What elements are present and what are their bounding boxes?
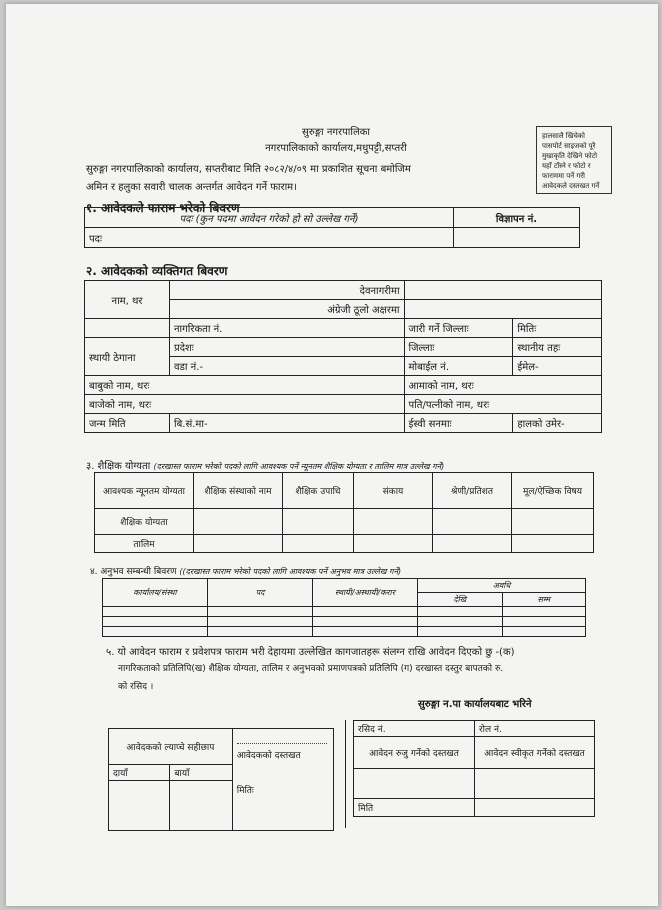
local-level-label[interactable]: स्थानीय तहः [513, 338, 602, 357]
exp-header-from: देखि [418, 593, 503, 607]
english-field[interactable] [404, 300, 601, 319]
dob-bs-label[interactable]: बि.सं.मा- [170, 414, 405, 433]
office-date-label[interactable]: मिति [354, 799, 475, 817]
post-label[interactable]: पदः [85, 228, 454, 248]
declaration-line3: को रसिद । [118, 682, 154, 692]
exp-header-type: स्थायी/अस्थायी/करार [313, 579, 418, 607]
section1-table [84, 207, 580, 248]
permanent-address-label: स्थायी ठेगाना [85, 338, 170, 376]
office-use-title: सुरुङ्गा न.पा कार्यालयबाट भरिने [418, 699, 532, 710]
edu-row-training: तालिम [95, 535, 194, 553]
grandfather-label[interactable]: बाजेको नाम, थरः [85, 395, 405, 414]
edu-header-subject: मूल/ऐच्छिक विषय [512, 473, 594, 509]
personal-details-table [84, 280, 602, 433]
receipt-no-label[interactable]: रसिद नं. [354, 721, 475, 737]
checker-sign-label: आवेदन रुजु गर्नेको दस्तखत [354, 737, 475, 769]
office-name: नगरपालिकाको कार्यालय,मधुपट्टी,सप्तरी [265, 143, 407, 154]
ward-label[interactable]: वडा नं.- [170, 357, 405, 376]
signature-table [108, 728, 334, 831]
edu-header-faculty: संकाय [354, 473, 433, 509]
thumbprint-label: आवेदकको ल्याप्चे सहीछाप [109, 729, 233, 765]
section3-heading [86, 458, 444, 472]
section4-heading [90, 564, 401, 577]
edu-header-qualification: आवश्यक न्यूनतम योग्यता [95, 473, 194, 509]
mobile-label[interactable]: मोबाईल नं. [404, 357, 513, 376]
edu-header-degree: शैक्षिक उपाधि [283, 473, 354, 509]
post-header: पदः (कुन पदमा आवेदन गरेको हो सो उल्लेख गर्ने) [85, 208, 454, 228]
approver-sign-label: आवेदन स्वीकृत गर्नेको दस्तखत [475, 737, 595, 769]
citizenship-date-label[interactable]: मितिः [513, 319, 602, 338]
exp-header-period: अवधि [418, 579, 586, 593]
education-table [94, 472, 594, 553]
dob-label: जन्म मिति [85, 414, 170, 433]
district-label[interactable]: जिल्लाः [404, 338, 513, 357]
ad-no-cell[interactable] [454, 228, 580, 248]
edu-header-division: श्रेणी/प्रतिशत [433, 473, 512, 509]
english-label: अंग्रेजी ठूलो अक्षरमा [170, 300, 405, 319]
form-page [6, 4, 658, 906]
section4-title: ४. अनुभव सम्बन्धी बिवरण [90, 567, 177, 577]
declaration-line1: ५. यो आवेदन फाराम र प्रवेशपत्र फाराम भरी देहायमा उल्लेखित कागजातहरू संलग्न राखि आवेदन दिएको छु -(क) [106, 647, 515, 658]
municipality-name: सुरुङ्गा नगरपालिका [301, 127, 371, 138]
notice-line: सुरुङ्गा नगरपालिकाको कार्यालय, सप्तरीबाट मिति २०८२/४/०९ मा प्रकाशित सूचना बमोजिम [86, 164, 411, 175]
office-use-table [353, 720, 595, 817]
section1-title: १. आवेदकले फाराम भरेको बिवरण [86, 201, 240, 215]
devanagari-label: देवनागरीमा [170, 281, 405, 300]
exp-header-to: सम्म [502, 593, 585, 607]
province-label[interactable]: प्रदेशः [170, 338, 405, 357]
section2-title: २. आवेदकको व्यक्तिगत बिवरण [86, 264, 228, 278]
issued-district-label[interactable]: जारी गर्ने जिल्लाः [404, 319, 513, 338]
section3-note: (दरखास्त फाराम भरेको पदको लागि आवश्यक पर्ने न्यूनतम शैक्षिक योग्यता र तालिम मात्र उल्लेख गर्ने) [153, 462, 445, 471]
photo-box: हालसालै खिचेको पासपोर्ट साइजको पूरै मुखाकृति देखिने फोटो यहाँ टाँस्ने र फोटो र फाराममा पर्ने गरी आवेदकले दस्तखत गर्ने [536, 126, 612, 194]
spouse-label[interactable]: पति/पत्नीको नाम, थरः [404, 395, 601, 414]
ad-no-header: विज्ञापन नं. [454, 208, 580, 228]
applicant-sign-label: आवेदकको दस्तखत [236, 751, 301, 761]
roll-no-label[interactable]: रोल नं. [475, 721, 595, 737]
right-thumb-box[interactable] [109, 781, 170, 831]
office-use-divider [345, 720, 346, 828]
form-subtitle: अमिन र हलुका सवारी चालक अन्तर्गत आवेदन गर्ने फाराम। [86, 182, 297, 193]
applicant-sign-cell[interactable] [232, 729, 333, 831]
name-label: नाम, थर [85, 281, 170, 319]
applicant-date-label: मितिः [236, 786, 254, 796]
exp-header-post: पद [208, 579, 313, 607]
left-thumb-box[interactable] [170, 781, 232, 831]
edu-header-institution: शैक्षिक संस्थाको नाम [194, 473, 283, 509]
citizenship-label[interactable]: नागरिकता नं. [170, 319, 405, 338]
mother-label[interactable]: आमाको नाम, थरः [404, 376, 601, 395]
age-label[interactable]: हालको उमेर- [513, 414, 602, 433]
section4-note: ((दरखास्त फाराम भरेको पदको लागि आवश्यक पर्ने अनुभव मात्र उल्लेख गर्ने) [179, 567, 402, 576]
section3-title: ३. शैक्षिक योग्यता [86, 461, 151, 472]
dob-ad-label[interactable]: ईस्वी सनमाः [404, 414, 513, 433]
right-thumb-label: दायाँ [109, 765, 170, 781]
left-thumb-label: बायाँ [170, 765, 232, 781]
edu-row-qualification: शैक्षिक योग्यता [95, 509, 194, 535]
declaration-line2: नागरिकताको प्रतिलिपि(ख) शैक्षिक योग्यता, तालिम र अनुभवको प्रमाणपत्रको प्रतिलिपि (ग) दरखास्त दस्तुर बापतको रु. [118, 664, 504, 674]
devanagari-field[interactable] [404, 281, 601, 300]
experience-table [102, 578, 586, 637]
father-label[interactable]: बाबुको नाम, थरः [85, 376, 405, 395]
email-label[interactable]: ईमेल- [513, 357, 602, 376]
exp-header-office: कार्यालय/संस्था [103, 579, 208, 607]
